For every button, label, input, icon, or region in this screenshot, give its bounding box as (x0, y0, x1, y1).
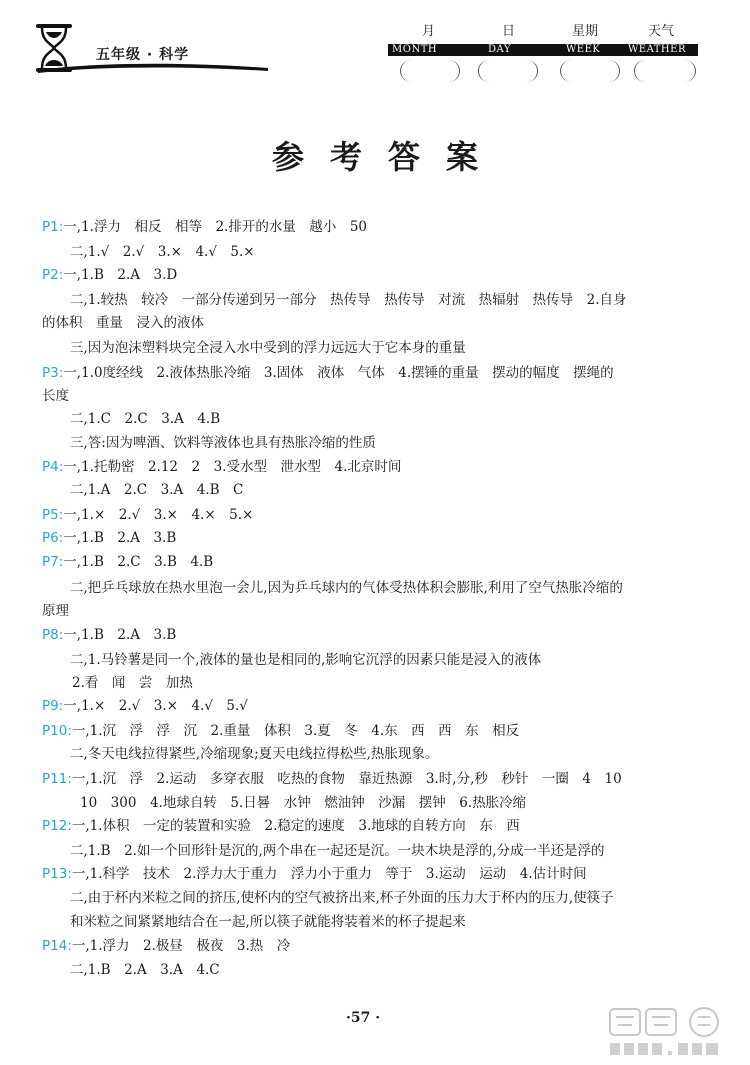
page-title: 参考答案 (271, 138, 504, 176)
week-label-en: WEEK (566, 44, 601, 55)
weather-label: 天气 (648, 24, 675, 39)
answer-line: 长度 (42, 388, 69, 404)
subject-label: 五年级 · 科学 (96, 47, 190, 63)
answer-line: 二,1.较热 较冷 一部分传递到另一部分 热传导 热传导 对流 热辐射 热传导 2.自身 (70, 292, 627, 308)
day-field[interactable] (478, 60, 538, 82)
answer-line: 的体积 重量 浸入的液体 (42, 315, 204, 331)
answer-line: 二,1.A 2.C 3.A 4.B C (70, 482, 244, 498)
answer-line: 10 300 4.地球自转 5.日晷 水钟 燃油钟 沙漏 摆钟 6.热胀冷缩 (80, 795, 527, 811)
page-ref: P8: (42, 627, 64, 643)
page-ref: P2: (42, 267, 64, 283)
page-ref: P6: (42, 530, 64, 546)
answer-line: 二,1.B 2.A 3.A 4.C (70, 962, 220, 978)
week-field[interactable] (560, 60, 620, 82)
answer-line: 二,1.√ 2.√ 3.× 4.√ 5.× (70, 244, 255, 260)
page-ref: P4: (42, 459, 64, 475)
page-ref: P5: (42, 507, 64, 523)
answer-line: P5:一,1.× 2.√ 3.× 4.× 5.× (42, 507, 254, 523)
page-ref: P12: (42, 818, 72, 834)
answer-line: 二,把乒乓球放在热水里泡一会儿,因为乒乓球内的气体受热体积会膨胀,利用了空气热胀冷缩的 (70, 580, 623, 596)
page-ref: P11: (42, 771, 72, 787)
answer-line: P14:一,1.浮力 2.极昼 极夜 3.热 冷 (42, 938, 291, 954)
weather-field[interactable] (634, 60, 696, 82)
page-ref: P3: (42, 365, 64, 381)
page-ref: P7: (42, 554, 64, 570)
answer-line: P3:一,1.0度经线 2.液体热胀冷缩 3.固体 液体 气体 4.摆锤的重量 摆动的幅度 摆绳的 (42, 365, 614, 381)
answer-line: P11:一,1.沉 浮 2.运动 多穿衣服 吃热的食物 靠近热源 3.时,分,秒 秒针 一圈 4 10 (42, 771, 622, 787)
month-field[interactable] (400, 60, 460, 82)
month-label-en: MONTH (392, 44, 438, 55)
answer-line: P12:一,1.体积 一定的装置和实验 2.稳定的速度 3.地球的自转方向 东 西 (42, 818, 520, 834)
answer-line: 二,1.C 2.C 3.A 4.B (70, 411, 221, 427)
answer-line: 三,因为泡沫塑料块完全浸入水中受到的浮力远远大于它本身的重量 (70, 340, 466, 356)
date-bar (388, 44, 698, 56)
answer-line: 二,冬天电线拉得紧些,冷缩现象;夏天电线拉得松些,热胀现象。 (70, 746, 439, 762)
weather-label-en: WEATHER (628, 44, 686, 55)
answer-line: P13:一,1.科学 技术 2.浮力大于重力 浮力小于重力 等于 3.运动 运动 4.估计时间 (42, 866, 587, 882)
answer-line: 原理 (42, 603, 69, 619)
page-ref: P9: (42, 698, 64, 714)
answer-line: P4:一,1.托勒密 2.12 2 3.受水型 泄水型 4.北京时间 (42, 459, 402, 475)
answer-line: 2.看 闻 尝 加热 (72, 675, 193, 691)
answer-line: P1:一,1.浮力 相反 相等 2.排开的水量 越小 50 (42, 219, 368, 235)
month-label: 月 (422, 24, 436, 39)
date-labels (396, 20, 696, 38)
page-ref: P1: (42, 219, 64, 235)
day-label-en: DAY (488, 44, 511, 55)
answer-line: P10:一,1.沉 浮 浮 沉 2.重量 体积 3.夏 冬 4.东 西 西 东 相反 (42, 723, 520, 739)
day-label: 日 (502, 24, 516, 39)
answer-line: P7:一,1.B 2.C 3.B 4.B (42, 554, 214, 570)
answer-line: 二,1.B 2.如一个回形针是沉的,两个串在一起还是沉。一块木块是浮的,分成一半还是浮的 (70, 843, 605, 859)
page-number: ·57 · (346, 1010, 381, 1026)
answer-line: P6:一,1.B 2.A 3.B (42, 530, 177, 546)
answer-line: P2:一,1.B 2.A 3.D (42, 267, 178, 283)
answer-line: 三,答:因为啤酒、饮料等液体也具有热胀冷缩的性质 (70, 435, 376, 451)
page-ref: P13: (42, 866, 72, 882)
watermark-logo (606, 1005, 746, 1060)
answer-line: 和米粒之间紧紧地结合在一起,所以筷子就能将装着米的杯子提起来 (70, 914, 466, 930)
week-label: 星期 (572, 24, 599, 39)
answer-line: 二,1.马铃薯是同一个,液体的量也是相同的,影响它沉浮的因素只能是浸入的液体 (70, 652, 542, 668)
answer-line: P9:一,1.× 2.√ 3.× 4.√ 5.√ (42, 698, 248, 714)
page-ref: P10: (42, 723, 72, 739)
page-ref: P14: (42, 938, 72, 954)
answer-line: 二,由于杯内米粒之间的挤压,使杯内的空气被挤出来,杯子外面的压力大于杯内的压力,使筷子 (70, 890, 614, 906)
answer-line: P8:一,1.B 2.A 3.B (42, 627, 177, 643)
